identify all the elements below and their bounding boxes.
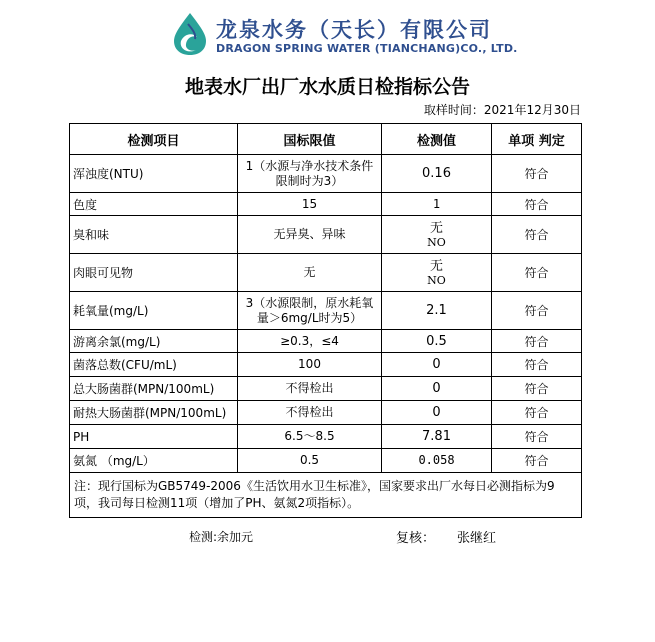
reviewer-name: 张继红 [457, 531, 497, 546]
checker-signature: 检测:余加元 [189, 530, 254, 544]
company-logo [168, 10, 518, 58]
row-result: 符合 [492, 254, 582, 292]
row-item: 总大肠菌群(MPN/100mL) [70, 377, 238, 401]
sample-time: 取样时间：2021年12月30日 [423, 103, 581, 117]
row-limit: 无 [238, 254, 382, 292]
header-result: 单项 判定 [492, 124, 582, 155]
row-value: 0 [382, 401, 492, 425]
header-item: 检测项目 [70, 124, 238, 155]
row-value: 0.5 [382, 330, 492, 353]
row-limit: 6.5～8.5 [238, 425, 382, 449]
row-limit: 无异臭、异味 [238, 216, 382, 254]
row-item: 臭和味 [70, 216, 238, 254]
table-row [70, 353, 582, 377]
reviewer-signature [396, 527, 496, 546]
row-item: 耗氧量(mg/L) [70, 292, 238, 330]
reviewer-label: 复核： [396, 531, 436, 546]
table-row [70, 193, 582, 216]
row-result: 符合 [492, 425, 582, 449]
row-result: 符合 [492, 401, 582, 425]
row-value [382, 216, 492, 254]
row-result: 符合 [492, 193, 582, 216]
row-result: 符合 [492, 449, 582, 473]
row-limit: 15 [238, 193, 382, 216]
note-row [70, 473, 582, 518]
table-row [70, 377, 582, 401]
row-item: 肉眼可见物 [70, 254, 238, 292]
row-value-cn: 无 [429, 258, 443, 274]
row-result: 符合 [492, 353, 582, 377]
row-limit: 不得检出 [238, 377, 382, 401]
row-value-text: 1 [432, 196, 441, 211]
row-value [382, 254, 492, 292]
row-value: 7.81 [382, 425, 492, 449]
company-name-en: DRAGON SPRING WATER (TIANCHANG)CO., LTD. [216, 42, 518, 55]
table-row [70, 401, 582, 425]
row-value: 0.16 [382, 155, 492, 193]
table-row [70, 155, 582, 193]
row-value-text: 0.058 [418, 453, 455, 467]
row-limit: 0.5 [238, 449, 382, 473]
table-note: 注：现行国标为GB5749-2006《生活饮用水卫生标准》，国家要求出厂水每日必测指标为9项，我司每日检测11项（增加了PH、氨氮2项指标）。 [70, 473, 582, 518]
row-result: 符合 [492, 377, 582, 401]
page-title: 地表水厂出厂水水质日检指标公告 [184, 76, 470, 98]
row-limit: 不得检出 [238, 401, 382, 425]
table-row [70, 425, 582, 449]
header-value: 检测值 [382, 124, 492, 155]
water-drop-logo-icon [168, 10, 212, 56]
row-value-cn: 无 [429, 220, 443, 236]
table-header-row [70, 124, 582, 155]
row-item: PH [70, 425, 238, 449]
row-result: 符合 [492, 292, 582, 330]
row-value [382, 449, 492, 473]
table-row [70, 292, 582, 330]
row-value-en: NO [427, 273, 446, 287]
row-limit: ≥0.3，≤4 [238, 330, 382, 353]
row-item: 氨氮 （mg/L） [70, 449, 238, 473]
row-result: 符合 [492, 216, 582, 254]
row-result: 符合 [492, 330, 582, 353]
table-row [70, 254, 582, 292]
row-value: 0 [382, 353, 492, 377]
row-value-en: NO [427, 235, 446, 249]
water-quality-table [69, 123, 582, 518]
row-value [382, 193, 492, 216]
row-limit: 100 [238, 353, 382, 377]
row-result: 符合 [492, 155, 582, 193]
header-limit: 国标限值 [238, 124, 382, 155]
table-row [70, 330, 582, 353]
row-item: 浑浊度(NTU) [70, 155, 238, 193]
table-row [70, 216, 582, 254]
row-limit: 1（水源与净水技术条件限制时为3） [238, 155, 382, 193]
row-value: 0 [382, 377, 492, 401]
row-item: 色度 [70, 193, 238, 216]
row-item: 游离余氯(mg/L) [70, 330, 238, 353]
row-item: 菌落总数(CFU/mL) [70, 353, 238, 377]
row-item: 耐热大肠菌群(MPN/100mL) [70, 401, 238, 425]
row-limit: 3（水源限制，原水耗氧量＞6mg/L时为5） [238, 292, 382, 330]
row-value: 2.1 [382, 292, 492, 330]
table-row [70, 449, 582, 473]
company-name-cn: 龙泉水务（天长）有限公司 [216, 17, 492, 42]
